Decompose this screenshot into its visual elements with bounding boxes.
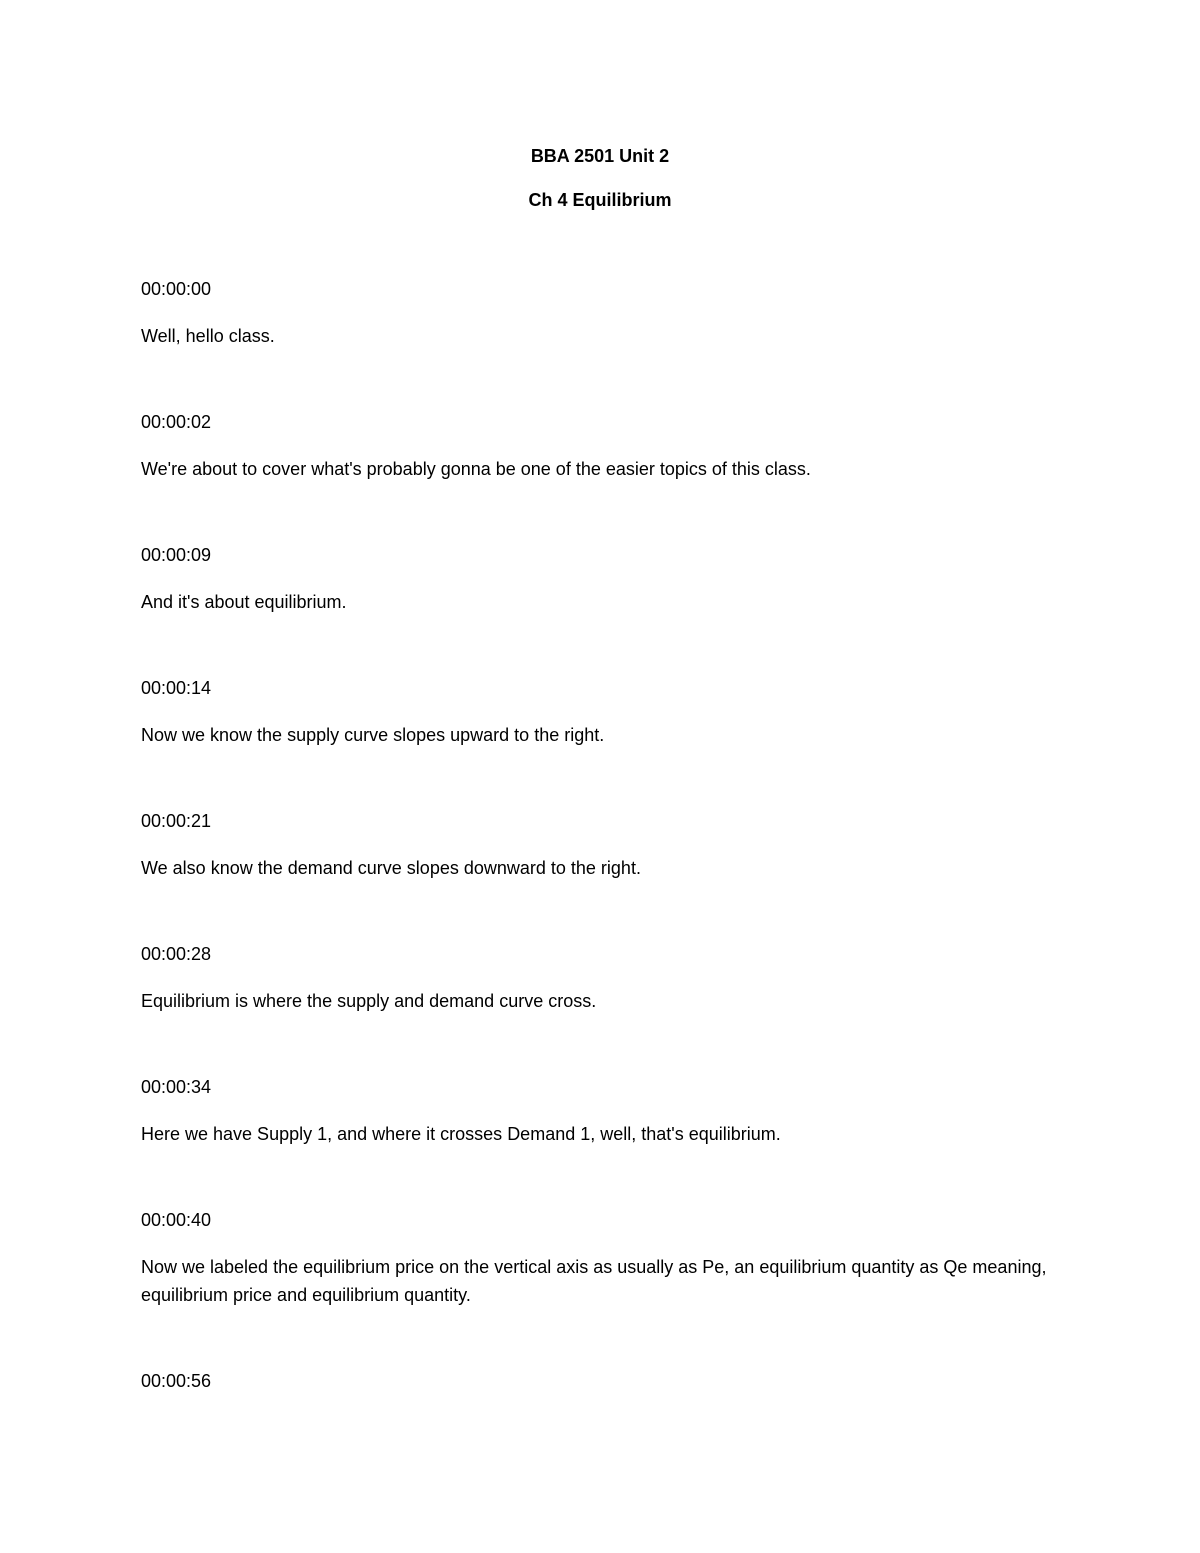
timestamp: 00:00:28 — [141, 944, 212, 964]
timestamp: 00:00:56 — [141, 1371, 212, 1391]
transcript-entry — [141, 943, 1061, 1076]
document-subtitle: Ch 4 Equilibrium — [528, 190, 672, 210]
transcript-entry — [141, 544, 1061, 677]
transcript-entry — [141, 810, 1061, 943]
document-title: BBA 2501 Unit 2 — [530, 146, 670, 166]
transcript — [141, 278, 1061, 1392]
transcript-entry — [141, 411, 1061, 544]
timestamp: 00:00:40 — [141, 1210, 212, 1230]
transcript-entry — [141, 1076, 1061, 1209]
transcript-text: And it's about equilibrium. — [141, 592, 347, 612]
transcript-text: Now we know the supply curve slopes upward to the right. — [141, 725, 605, 745]
timestamp: 00:00:09 — [141, 545, 212, 565]
transcript-text: Well, hello class. — [141, 326, 275, 346]
timestamp: 00:00:02 — [141, 412, 212, 432]
transcript-text: Now we labeled the equilibrium price on the vertical axis as usually as Pe, an equilibrium quantity as Qe meaning, equilibrium price and equilibrium quantity. — [141, 1257, 1047, 1305]
timestamp: 00:00:34 — [141, 1077, 212, 1097]
transcript-entry — [141, 1370, 1061, 1392]
transcript-text: Equilibrium is where the supply and demand curve cross. — [141, 991, 597, 1011]
transcript-entry — [141, 278, 1061, 411]
timestamp: 00:00:14 — [141, 678, 212, 698]
transcript-text: Here we have Supply 1, and where it crosses Demand 1, well, that's equilibrium. — [141, 1124, 781, 1144]
timestamp: 00:00:21 — [141, 811, 212, 831]
transcript-text: We also know the demand curve slopes downward to the right. — [141, 858, 641, 878]
timestamp: 00:00:00 — [141, 279, 212, 299]
transcript-entry — [141, 677, 1061, 810]
transcript-text: We're about to cover what's probably gonna be one of the easier topics of this class. — [141, 459, 811, 479]
transcript-entry — [141, 1209, 1061, 1370]
